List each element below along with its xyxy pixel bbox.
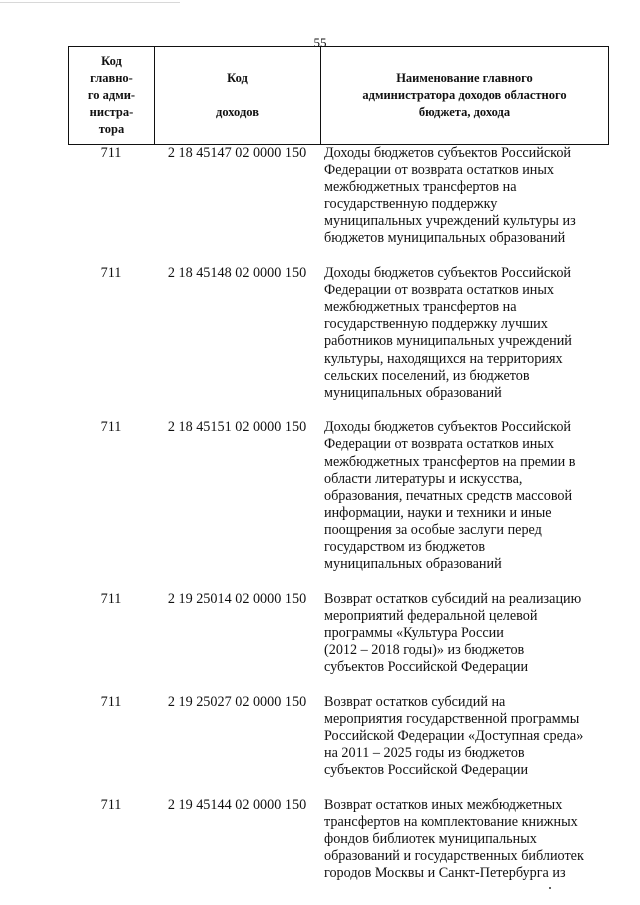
header-spacer: [216, 87, 259, 104]
table-header: [68, 46, 609, 145]
header-line: бюджета, дохода: [418, 105, 511, 119]
page-number: 55: [313, 35, 327, 50]
admin-code-cell: 711: [100, 693, 122, 710]
header-line: го адми-: [87, 88, 136, 102]
income-name-line: программы «Культура России: [324, 624, 504, 641]
income-name-line: муниципальных образований: [324, 384, 502, 401]
scan-speck: [549, 887, 551, 889]
income-name-line: фондов библиотек муниципальных: [324, 830, 537, 847]
admin-code-cell: 711: [100, 145, 122, 161]
header-line: тора: [98, 122, 125, 136]
income-name-line: Доходы бюджетов субъектов Российской: [324, 145, 572, 161]
income-name-line: государством из бюджетов: [324, 538, 486, 555]
header-income-code-text: [216, 70, 259, 121]
income-name-line: межбюджетных трансфертов на: [324, 179, 517, 196]
income-name-line: Российской Федерации «Доступная среда»: [324, 727, 584, 744]
header-admin-code-text: [88, 53, 135, 138]
admin-code-cell: 711: [100, 419, 122, 436]
table-row: [68, 797, 609, 882]
header-income-code: [155, 47, 321, 144]
income-name-line: культуры, находящихся на территориях: [324, 350, 563, 367]
table-row: [68, 591, 609, 676]
income-name-line: муниципальных образований: [324, 556, 502, 573]
income-name-line: поощрения за особые заслуги перед: [324, 521, 542, 538]
scan-edge-line: [0, 2, 180, 3]
income-name-line: муниципальных учреждений культуры из: [324, 213, 576, 230]
income-name-line: Доходы бюджетов субъектов Российской: [324, 265, 572, 282]
income-name-line: субъектов Российской Федерации: [324, 659, 529, 676]
income-name-cell: [320, 694, 609, 779]
income-name-line: на 2011 – 2025 годы из бюджетов: [324, 744, 525, 761]
income-name-line: Возврат остатков иных межбюджетных: [324, 796, 563, 813]
header-line: Наименование главного: [396, 71, 533, 85]
income-name-line: мероприятий федеральной целевой: [324, 607, 538, 624]
income-name-cell: [320, 419, 609, 573]
income-name-line: Федерации от возврата остатков иных: [324, 282, 555, 299]
header-name: [321, 47, 608, 144]
income-name-line: образования, печатных средств массовой: [324, 487, 573, 504]
admin-code-cell: 711: [100, 590, 122, 607]
income-name-line: Федерации от возврата остатков иных: [324, 162, 555, 179]
table-body: [68, 145, 609, 900]
income-name-line: бюджетов муниципальных образований: [324, 230, 566, 247]
income-code-cell: 2 18 45147 02 0000 150: [167, 145, 307, 161]
table-row: [68, 145, 609, 248]
income-name-line: образований и государственных библиотек: [324, 847, 584, 864]
admin-code-cell: 711: [100, 796, 122, 813]
income-name-line: мероприятия государственной программы: [324, 710, 580, 727]
header-admin-code: [69, 47, 155, 144]
income-name-line: (2012 – 2018 годы)» из бюджетов: [324, 641, 525, 658]
income-code-cell: 2 19 45144 02 0000 150: [167, 796, 307, 813]
income-name-line: Возврат остатков субсидий на: [324, 693, 506, 710]
header-line: нистра-: [89, 105, 134, 119]
income-name-cell: [320, 591, 609, 676]
income-name-line: межбюджетных трансфертов на: [324, 299, 517, 316]
income-name-line: сельских поселений, из бюджетов: [324, 367, 530, 384]
header-line: Код: [101, 54, 122, 68]
income-name-cell: [320, 265, 609, 402]
income-name-line: межбюджетных трансфертов на премии в: [324, 453, 576, 470]
income-name-line: субъектов Российской Федерации: [324, 762, 529, 778]
income-code-cell: 2 18 45151 02 0000 150: [167, 419, 307, 436]
income-code-cell: 2 18 45148 02 0000 150: [167, 265, 307, 282]
header-line: доходов: [216, 105, 259, 119]
header-line: администратора доходов областного: [362, 88, 567, 102]
income-code-cell: 2 19 25014 02 0000 150: [167, 590, 307, 607]
income-name-line: информации, науки и техники и иные: [324, 504, 552, 521]
income-name-line: государственную поддержку лучших: [324, 316, 548, 333]
income-name-line: Доходы бюджетов субъектов Российской: [324, 419, 572, 436]
income-name-line: Возврат остатков субсидий на реализацию: [324, 590, 582, 607]
income-name-line: трансфертов на комплектование книжных: [324, 813, 578, 830]
income-name-line: городов Москвы и Санкт-Петербурга из: [324, 864, 566, 881]
income-name-line: государственную поддержку: [324, 196, 498, 213]
income-name-cell: [320, 145, 609, 248]
income-name-line: работников муниципальных учреждений: [324, 333, 572, 350]
header-name-text: [362, 70, 566, 121]
income-code-cell: 2 19 25027 02 0000 150: [167, 693, 307, 710]
table-row: [68, 265, 609, 402]
table-row: [68, 694, 609, 779]
income-name-line: области литературы и искусства,: [324, 470, 523, 487]
header-line: главно-: [90, 71, 133, 85]
income-name-cell: [320, 797, 609, 882]
admin-code-cell: 711: [100, 265, 122, 282]
table-row: [68, 419, 609, 573]
header-line: Код: [227, 71, 248, 85]
income-name-line: Федерации от возврата остатков иных: [324, 436, 555, 453]
